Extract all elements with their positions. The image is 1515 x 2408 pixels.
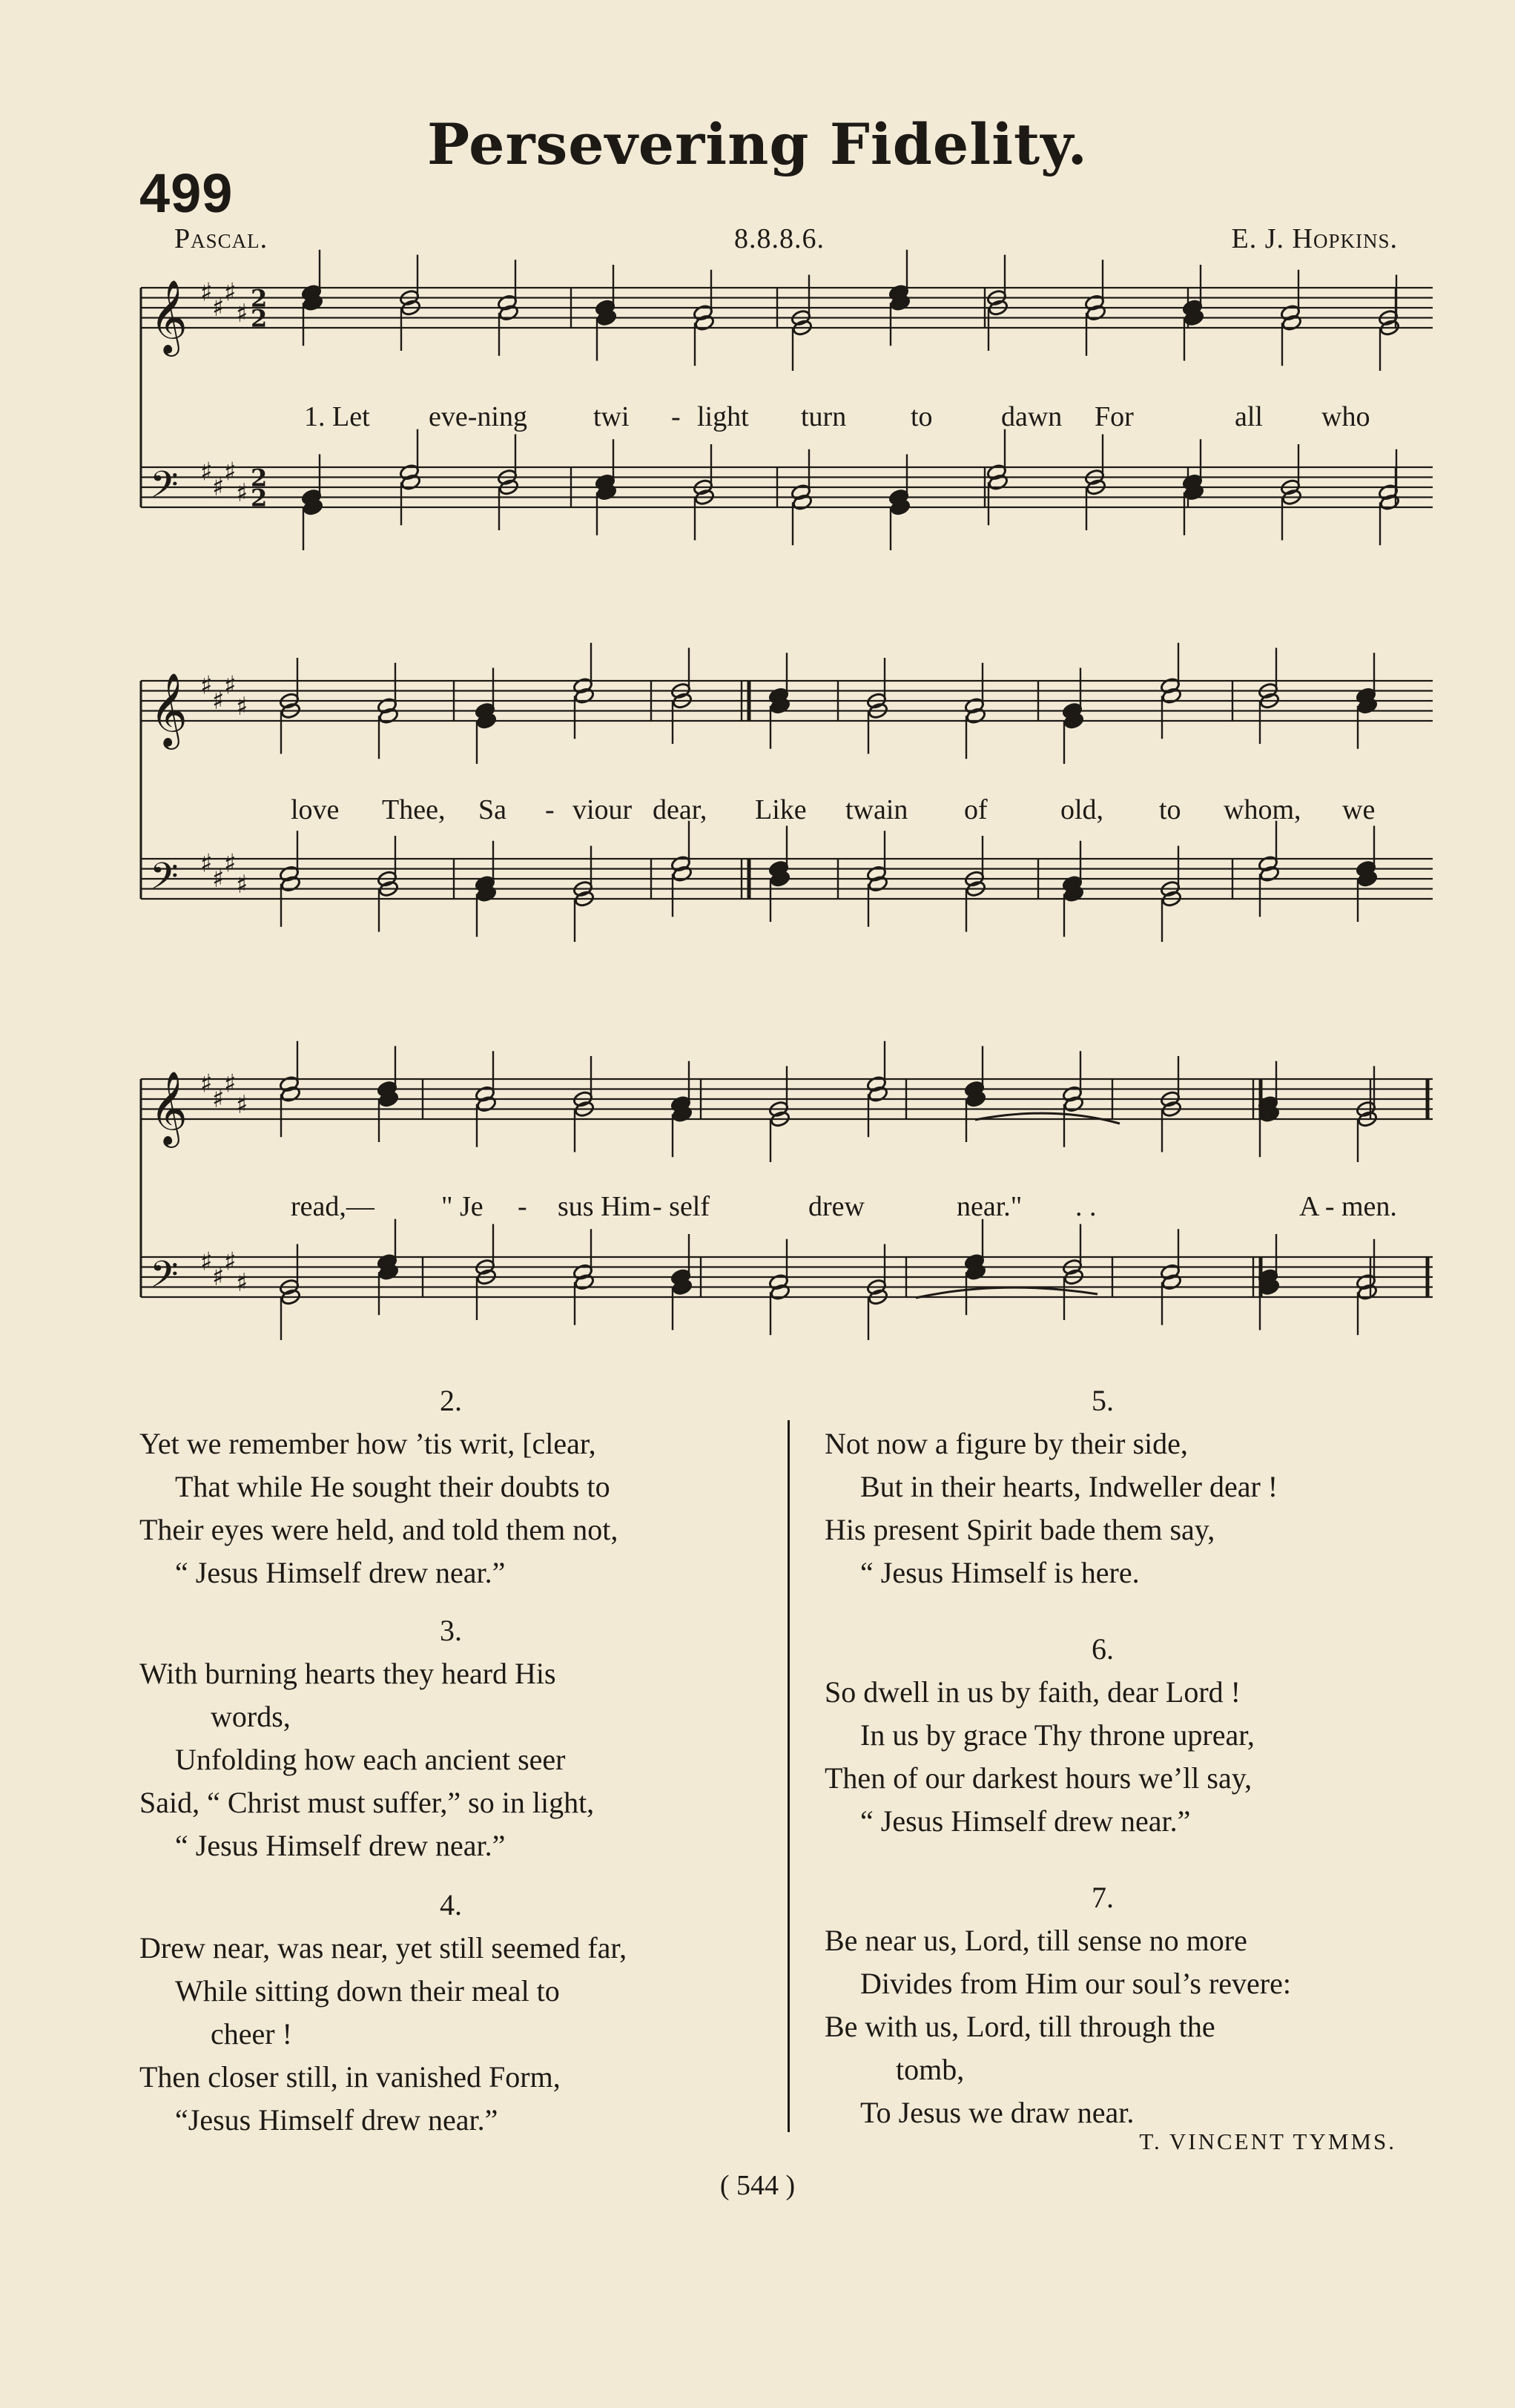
time-signature-bottom: 2 xyxy=(251,484,268,512)
note-head xyxy=(1379,493,1400,511)
verse-6 xyxy=(825,1628,1448,1843)
sharp-sign: ♯ xyxy=(236,478,248,508)
lyric-word: eve-ning xyxy=(429,401,527,432)
time-signature-top: 2 xyxy=(251,284,268,313)
sharp-sign: ♯ xyxy=(212,1261,225,1292)
sharp-sign: ♯ xyxy=(236,1089,248,1120)
bass-clef: 𝄢 xyxy=(150,1253,179,1305)
sharp-sign: ♯ xyxy=(200,1069,213,1099)
verse-line: “ Jesus Himself drew near.” xyxy=(175,1556,506,1589)
verse-number: 5. xyxy=(1092,1384,1114,1417)
lyric-word: - xyxy=(545,794,555,825)
lyric-word: twi xyxy=(593,401,630,432)
lyric-word: near." xyxy=(957,1191,1023,1222)
lyric-word: who xyxy=(1321,401,1370,432)
treble-clef: 𝄞 xyxy=(150,1071,188,1145)
lyric-word: Like xyxy=(755,794,807,825)
verse-line: cheer ! xyxy=(211,2017,292,2051)
verse-line: Be with us, Lord, till through the xyxy=(825,2010,1215,2043)
lyric-word: to xyxy=(1159,794,1181,825)
lyric-word: - self xyxy=(653,1191,710,1222)
verse-line: “ Jesus Himself drew near.” xyxy=(175,1829,506,1862)
note-head xyxy=(1063,1095,1084,1113)
note-head xyxy=(966,707,986,725)
verse-line: But in their hearts, Indweller dear ! xyxy=(860,1470,1278,1503)
bass-clef: 𝄢 xyxy=(150,855,179,907)
lyric-word: turn xyxy=(801,401,847,432)
bass-clef: 𝄢 xyxy=(150,464,179,515)
treble-clef: 𝄞 xyxy=(150,280,188,354)
verse-line: While sitting down their meal to xyxy=(175,1974,560,2008)
time-signature-bottom: 2 xyxy=(251,304,268,333)
note-head xyxy=(280,875,301,893)
verse-line: Yet we remember how ’tis writ, [clear, xyxy=(139,1427,596,1460)
sharp-sign: ♯ xyxy=(200,457,213,487)
verse-number: 4. xyxy=(440,1888,462,1922)
sharp-sign: ♯ xyxy=(212,472,225,502)
verse-line: With burning hearts they heard His xyxy=(139,1657,556,1690)
verse-line: “ Jesus Himself is here. xyxy=(860,1556,1140,1589)
note-head xyxy=(498,304,519,322)
verse-line: Divides from Him our soul’s revere: xyxy=(860,1967,1291,2000)
note-head xyxy=(476,1095,497,1113)
lyric-word: . . xyxy=(1075,1191,1097,1222)
verse-line: To Jesus we draw near. xyxy=(860,2096,1135,2129)
note-head xyxy=(574,1273,595,1291)
treble-clef: 𝄞 xyxy=(150,673,188,747)
note-head xyxy=(1161,1273,1182,1291)
note-head xyxy=(1281,314,1302,331)
sharp-sign: ♯ xyxy=(224,277,237,308)
verse-line: tomb, xyxy=(896,2053,965,2086)
lyric-word: - xyxy=(671,401,681,432)
note-head xyxy=(378,707,399,725)
lyric-word: - xyxy=(518,1191,527,1222)
lyric-word: whom, xyxy=(1224,794,1301,825)
verse-line: Drew near, was near, yet still seemed far, xyxy=(139,1931,627,1965)
lyric-word: " Je xyxy=(441,1191,483,1222)
page-number: ( 544 ) xyxy=(719,2170,796,2201)
hymn-number: 499 xyxy=(139,162,234,224)
verse-7 xyxy=(825,1876,1448,2134)
lyric-word: we xyxy=(1342,794,1376,825)
verse-line: Their eyes were held, and told them not, xyxy=(139,1513,618,1546)
lyric-word: all xyxy=(1235,401,1263,432)
note-head xyxy=(1161,687,1182,705)
note-head xyxy=(770,1283,790,1301)
verse-line: Then closer still, in vanished Form, xyxy=(139,2060,561,2094)
sharp-sign: ♯ xyxy=(236,298,248,329)
verse-line: Said, “ Christ must suffer,” so in light, xyxy=(139,1786,595,1819)
lyric-word: old, xyxy=(1060,794,1104,825)
composer: E. J. Hopkins. xyxy=(1231,223,1398,254)
note-head xyxy=(694,314,715,331)
sharp-sign: ♯ xyxy=(212,685,225,716)
lyric-word: light xyxy=(697,401,749,432)
sharp-sign: ♯ xyxy=(224,457,237,487)
verse-line: Unfolding how each ancient seer xyxy=(175,1743,566,1776)
note-head xyxy=(1357,1283,1378,1301)
verse-5 xyxy=(825,1379,1448,1594)
sharp-sign: ♯ xyxy=(200,848,213,879)
verse-line: words, xyxy=(211,1700,291,1733)
note-head xyxy=(280,1085,301,1103)
note-head xyxy=(1259,865,1280,883)
verse-line: Then of our darkest hours we’ll say, xyxy=(825,1761,1252,1795)
sharp-sign: ♯ xyxy=(200,670,213,701)
verse-3 xyxy=(139,1609,792,1867)
lyric-word: love xyxy=(291,794,340,825)
author: T. VINCENT TYMMS. xyxy=(1139,2128,1396,2154)
lyric-word: sus Him xyxy=(558,1191,651,1222)
lyric-word: viour xyxy=(572,794,633,825)
lyric-word: to xyxy=(911,401,933,432)
verse-line: Be near us, Lord, till sense no more xyxy=(825,1924,1247,1957)
tune-name: Pascal. xyxy=(174,223,268,254)
sharp-sign: ♯ xyxy=(224,1069,237,1099)
lyric-word: Thee, xyxy=(382,794,446,825)
verse-line: His present Spirit bade them say, xyxy=(825,1513,1215,1546)
verse-number: 6. xyxy=(1092,1632,1114,1666)
verse-2 xyxy=(139,1379,792,1594)
lyric-word: drew xyxy=(808,1191,865,1222)
sharp-sign: ♯ xyxy=(224,1247,237,1277)
lyric-word: dear, xyxy=(653,794,707,825)
lyric-word: A - men. xyxy=(1299,1191,1397,1222)
note-head xyxy=(400,473,421,491)
metre: 8.8.8.6. xyxy=(734,223,825,254)
sharp-sign: ♯ xyxy=(236,869,248,900)
note-head xyxy=(792,493,813,511)
lyric-word: twain xyxy=(845,794,908,825)
column-divider xyxy=(788,1420,790,2132)
sharp-sign: ♯ xyxy=(212,863,225,894)
verse-number: 3. xyxy=(440,1614,462,1647)
verse-line: Not now a figure by their side, xyxy=(825,1427,1188,1460)
verse-line: So dwell in us by faith, dear Lord ! xyxy=(825,1675,1241,1709)
note-head xyxy=(868,1085,888,1103)
verse-number: 2. xyxy=(440,1384,462,1417)
note-head xyxy=(574,687,595,705)
note-head xyxy=(672,865,693,883)
hymn-title: Persevering Fidelity. xyxy=(427,111,1088,177)
sharp-sign: ♯ xyxy=(236,1267,248,1298)
verse-line: In us by grace Thy throne uprear, xyxy=(860,1718,1255,1752)
sharp-sign: ♯ xyxy=(200,1247,213,1277)
lyric-word: dawn xyxy=(1001,401,1063,432)
sharp-sign: ♯ xyxy=(224,670,237,701)
lyric-word: For xyxy=(1095,401,1134,432)
sharp-sign: ♯ xyxy=(236,691,248,722)
lyric-word: Sa xyxy=(478,794,506,825)
sharp-sign: ♯ xyxy=(212,292,225,323)
verse-line: “ Jesus Himself drew near.” xyxy=(860,1804,1191,1838)
sharp-sign: ♯ xyxy=(212,1083,225,1114)
lyric-word: of xyxy=(964,794,988,825)
verse-number: 7. xyxy=(1092,1881,1114,1914)
note-head xyxy=(988,473,1009,491)
verse-4 xyxy=(139,1884,792,2142)
note-head xyxy=(868,875,888,893)
sharp-sign: ♯ xyxy=(224,848,237,879)
verse-line: That while He sought their doubts to xyxy=(175,1470,610,1503)
time-signature-top: 2 xyxy=(251,464,268,492)
note-head xyxy=(1086,304,1106,322)
lyric-word: read,— xyxy=(291,1191,374,1222)
lyric-word: 1. Let xyxy=(304,401,370,432)
sharp-sign: ♯ xyxy=(200,277,213,308)
verse-line: “Jesus Himself drew near.” xyxy=(175,2103,498,2137)
